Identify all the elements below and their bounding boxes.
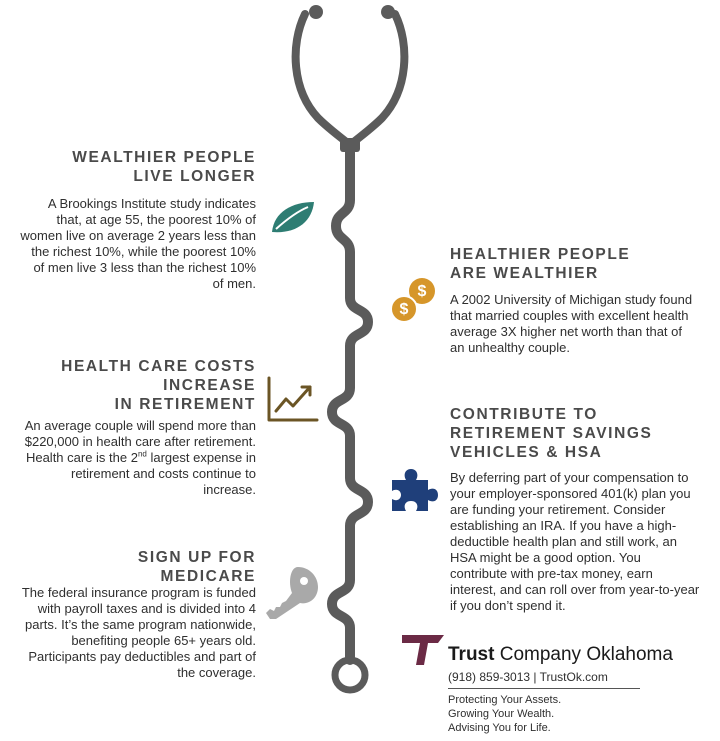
svg-text:$: $ (417, 283, 427, 300)
heading-contribute: CONTRIBUTE TO RETIREMENT SAVINGS VEHICLES & HSA (450, 406, 653, 461)
heading-healthier: HEALTHIER PEOPLE ARE WEALTHIER (450, 246, 631, 282)
key-icon (262, 563, 322, 621)
body-contribute: By deferring part of your compensation to your employer-sponsored 401(k) plan you are funding your retirement. Consider establishing an IRA. If you have a high-deductible health plan and still work, an HSA might be a good option. You contribute with pre-tax money, earn interest, and can roll over from year-to-year if you don’t spend it. (450, 470, 700, 613)
logo-mark-icon (400, 633, 446, 667)
company-contact[interactable]: (918) 859-3013 | TrustOk.com (448, 670, 608, 684)
company-name: Trust Company Oklahoma (448, 644, 673, 665)
body-costs: An average couple will spend more than $220,000 in health care after retirement. Health care is the 2nd largest expense in retirement and costs continue to increase. (24, 418, 256, 497)
divider (448, 688, 640, 689)
tagline-line: Protecting Your Assets. (448, 694, 562, 706)
body-healthier: A 2002 University of Michigan study found that married couples with excellent health average 3X higher net worth than that of an unhealthy couple. (450, 292, 693, 355)
body-wealthier: A Brookings Institute study indicates that, at age 55, the poorest 10% of women live on average 2 years less than the richest 10%, while the poorest 10% of men live 3 less than the richest 10% of men. (20, 196, 256, 291)
rising-chart-icon (266, 375, 320, 425)
heading-medicare: SIGN UP FOR MEDICARE (137, 549, 256, 585)
heading-wealthier: WEALTHIER PEOPLE LIVE LONGER (72, 149, 256, 185)
tagline (448, 693, 561, 735)
tagline-line: Growing Your Wealth. (448, 708, 555, 720)
leaf-icon (268, 198, 318, 238)
heading-costs: HEALTH CARE COSTS INCREASE IN RETIREMENT (61, 358, 256, 413)
dollar-coins-icon (388, 275, 438, 327)
body-medicare: The federal insurance program is funded with payroll taxes and is divided into 4 parts. It’s the same program nationwide, benefiting people 65+ years old. Participants pay deductibles and part of the coverage. (21, 585, 256, 680)
svg-text:$: $ (399, 301, 409, 318)
puzzle-piece-icon (388, 466, 440, 514)
tagline-line: Advising You for Life. (448, 722, 551, 734)
